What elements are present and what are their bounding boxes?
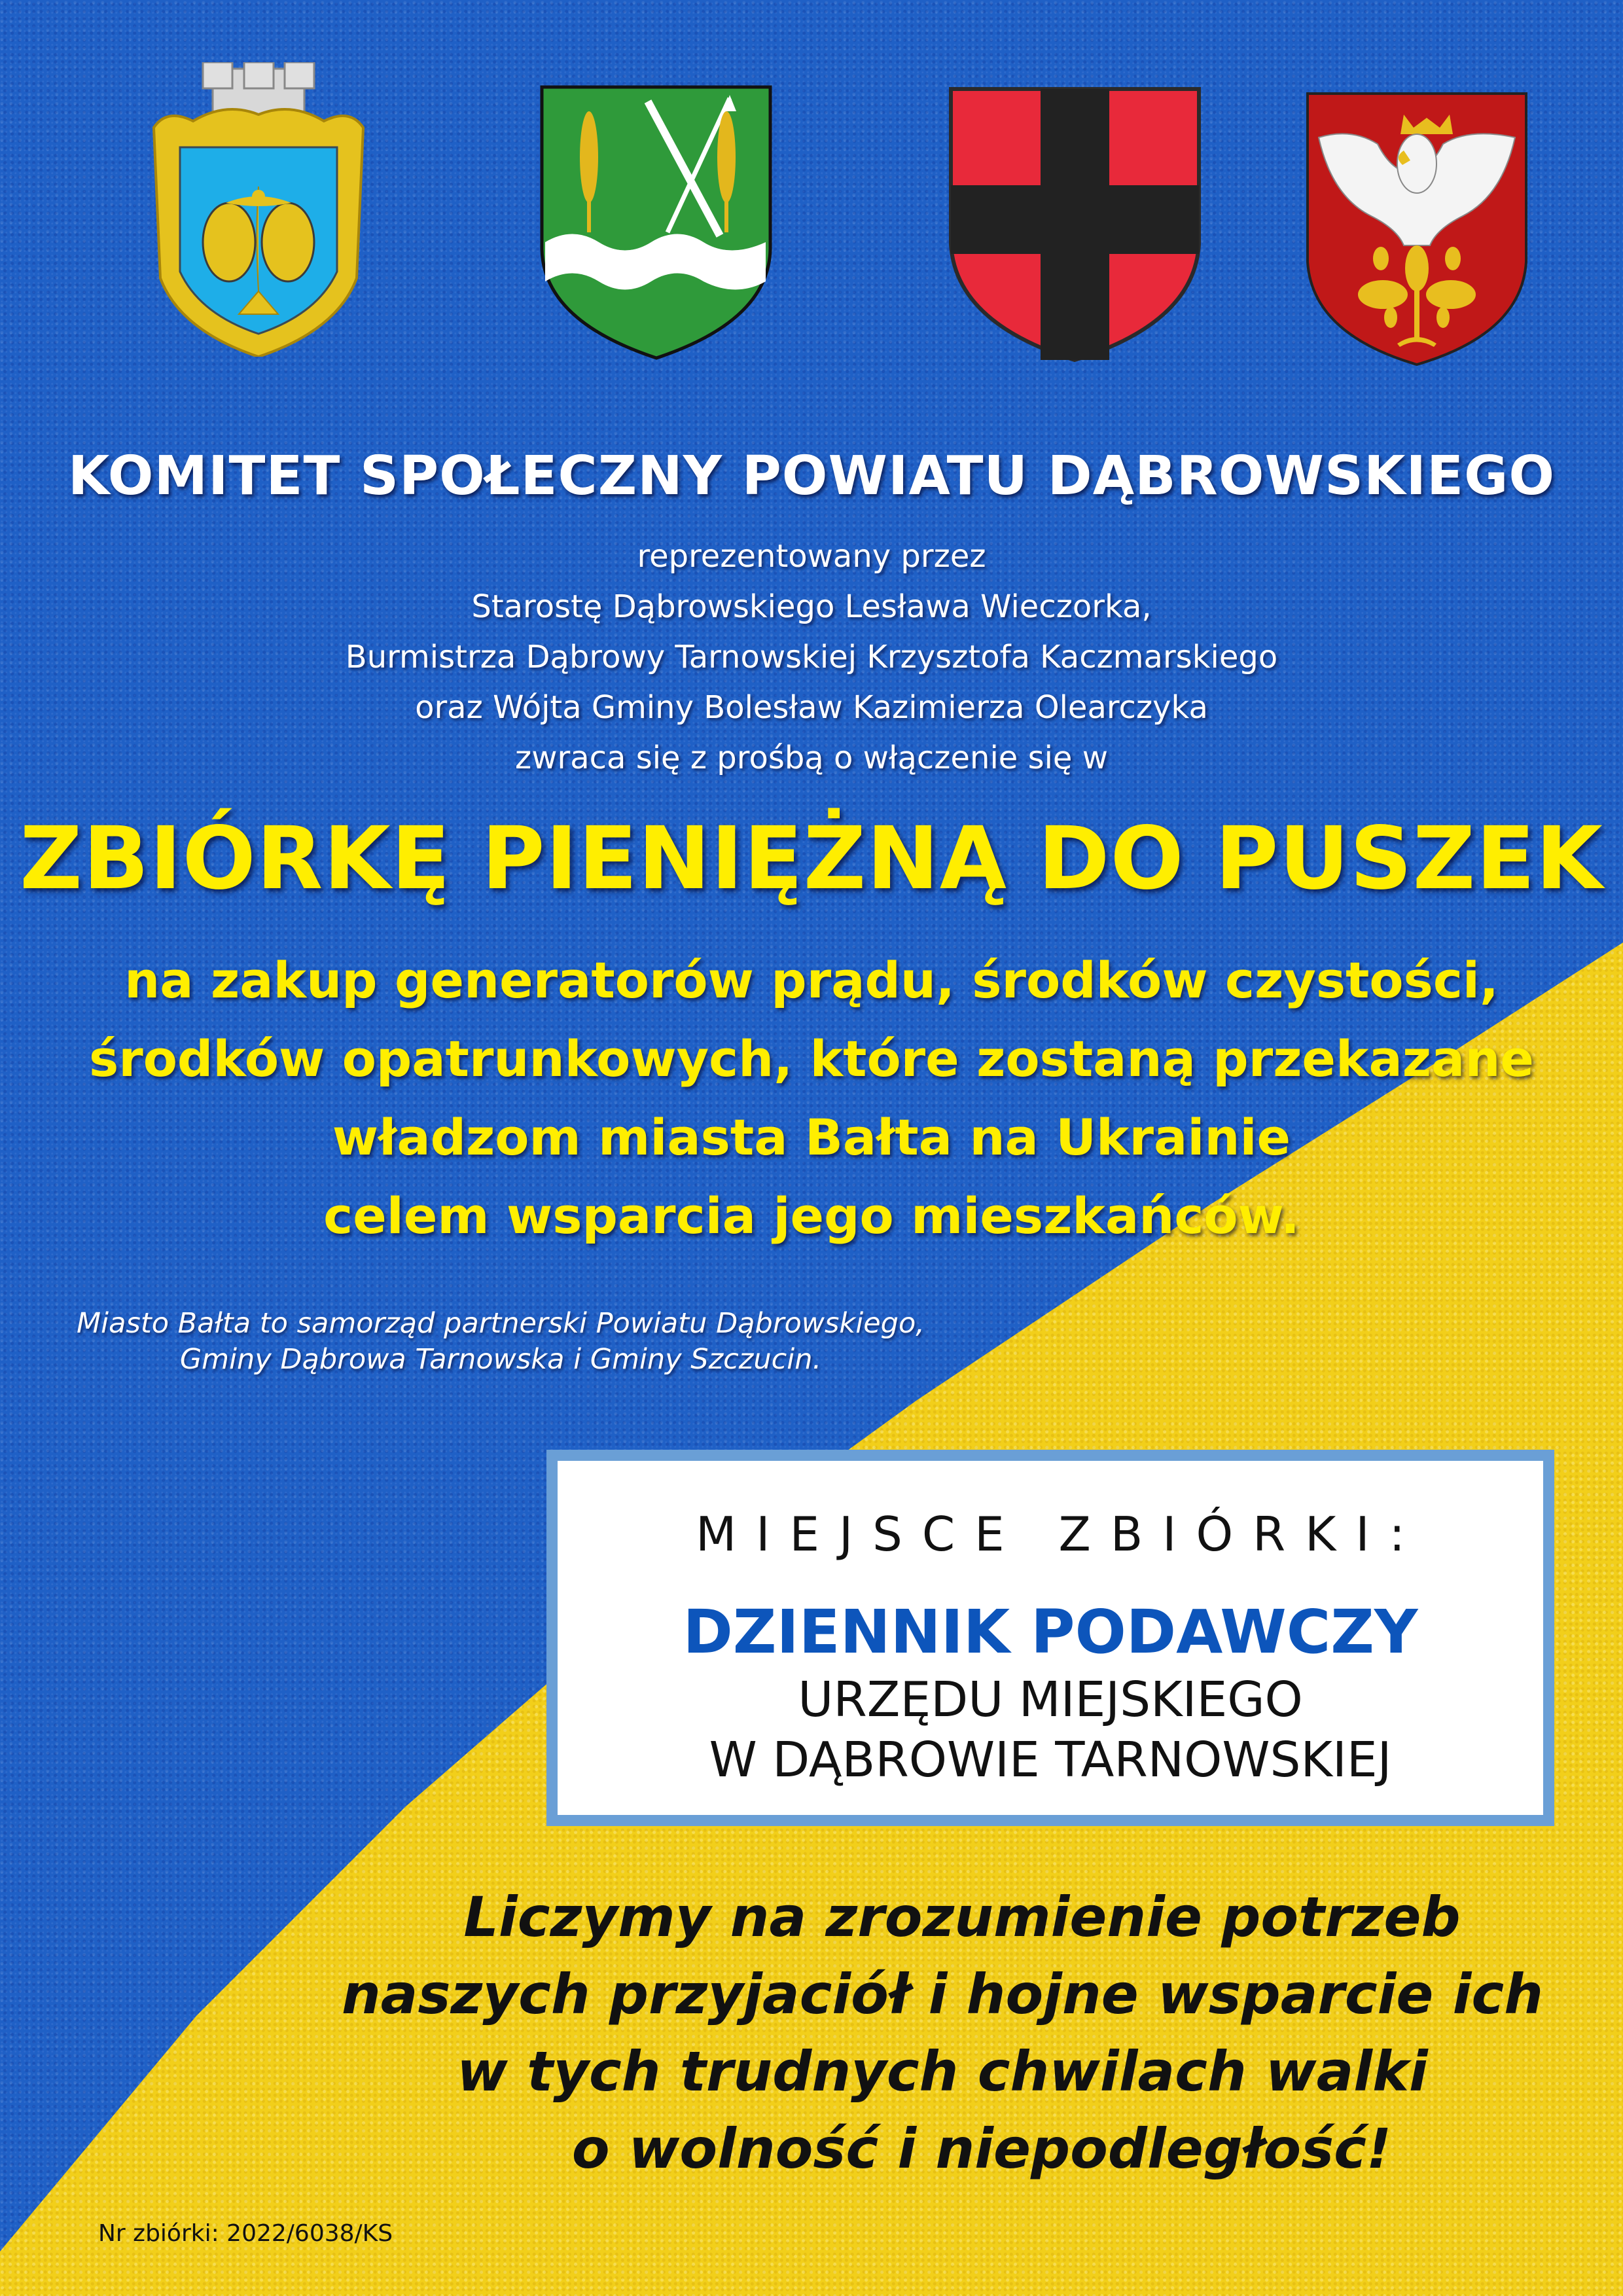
appeal-line: naszych przyjaciół i hojne wsparcie ich xyxy=(341,1962,1544,2026)
crest-balta-icon xyxy=(141,62,376,357)
collection-place-main: DZIENNIK PODAWCZY xyxy=(683,1597,1418,1667)
purpose-line: celem wsparcia jego mieszkańców. xyxy=(323,1187,1300,1245)
appeal-line: o wolność i niepodległość! xyxy=(571,2117,1392,2181)
purpose-line: środków opatrunkowych, które zostaną przekazane xyxy=(89,1030,1534,1088)
collection-place-sub xyxy=(558,1670,1543,1790)
collection-place-sub-line: W DĄBROWIE TARNOWSKIEJ xyxy=(709,1732,1392,1788)
purpose-text xyxy=(0,941,1623,1255)
intro-line: reprezentowany przez xyxy=(637,538,986,575)
collection-place-inner xyxy=(555,1458,1546,1818)
appeal-text xyxy=(288,1878,1597,2187)
fundraiser-headline: ZBIÓRKĘ PIENIĘŻNĄ DO PUSZEK xyxy=(20,808,1603,909)
intro-line: Burmistrza Dąbrowy Tarnowskiej Krzysztofa Kaczmarskiego xyxy=(345,639,1278,675)
collection-place-label: MIEJSCE ZBIÓRKI: xyxy=(696,1507,1425,1562)
intro-line: Starostę Dąbrowskiego Lesława Wieczorka, xyxy=(471,588,1152,625)
collection-place-sub-line: URZĘDU MIEJSKIEGO xyxy=(798,1672,1303,1728)
appeal-line: Liczymy na zrozumienie potrzeb xyxy=(463,1885,1461,1949)
purpose-line: na zakup generatorów prądu, środków czystości, xyxy=(124,951,1499,1009)
partnership-note xyxy=(36,1306,965,1378)
note-line: Gminy Dąbrowa Tarnowska i Gminy Szczucin. xyxy=(179,1343,822,1376)
crest-dabrowa-icon xyxy=(949,87,1201,362)
intro-line: oraz Wójta Gminy Bolesław Kazimierza Olearczyka xyxy=(415,689,1208,726)
intro-line: zwraca się z prośbą o włączenie się w xyxy=(515,740,1108,776)
purpose-line: władzom miasta Bałta na Ukrainie xyxy=(332,1108,1291,1166)
crest-szczucin-icon xyxy=(540,85,772,360)
collection-place-box xyxy=(546,1450,1554,1826)
crest-powiat-icon xyxy=(1306,92,1528,367)
appeal-line: w tych trudnych chwilach walki xyxy=(457,2039,1428,2104)
intro-text xyxy=(0,531,1623,783)
registration-number: Nr zbiórki: 2022/6038/KS xyxy=(98,2220,393,2247)
note-line: Miasto Bałta to samorząd partnerski Powiatu Dąbrowskiego, xyxy=(77,1307,925,1340)
committee-title: KOMITET SPOŁECZNY POWIATU DĄBROWSKIEGO xyxy=(67,445,1556,507)
